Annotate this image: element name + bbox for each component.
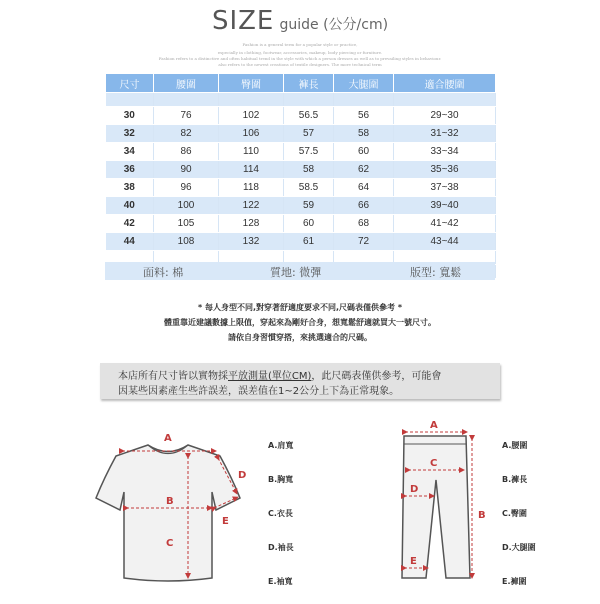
header-hip: 臀圍: [219, 74, 284, 93]
table-cell: 72: [334, 233, 394, 251]
table-cell: 40: [106, 197, 154, 215]
size-notes: [105, 300, 495, 345]
shirt-marker-c: C: [166, 538, 174, 549]
pants-legend-c: C.臀圍: [502, 509, 527, 518]
measurement-diagrams: [0, 418, 600, 600]
pants-marker-c: C: [430, 458, 438, 469]
table-cell: 38: [106, 179, 154, 197]
table-cell: 35~36: [394, 161, 496, 179]
table-cell: 68: [334, 215, 394, 233]
measurement-notice: [100, 363, 500, 399]
table-cell: 96: [154, 179, 219, 197]
table-cell: 60: [334, 143, 394, 161]
size-table: [105, 73, 496, 279]
shirt-legend-a: A.肩寬: [268, 441, 294, 450]
table-cell: 59: [284, 197, 334, 215]
table-cell: 29~30: [394, 107, 496, 125]
table-cell: 34: [106, 143, 154, 161]
shirt-marker-d: D: [238, 470, 247, 481]
table-cell: 122: [219, 197, 284, 215]
notice-text: ，此尺碼表僅供參考，可能會: [311, 371, 442, 382]
table-row: [106, 161, 496, 179]
fine-print-line: Fashion is a general term for a popular style or practice,: [242, 42, 358, 47]
pants-legend-b: B.褲長: [502, 475, 528, 484]
table-header-row: [106, 74, 496, 93]
pants-marker-e: E: [410, 556, 417, 567]
table-row: [106, 233, 496, 251]
table-cell: 76: [154, 107, 219, 125]
header-thigh: 大腿圍: [334, 74, 394, 93]
table-cell: 42: [106, 215, 154, 233]
notice-line-1: [118, 367, 441, 382]
table-cell: 36: [106, 161, 154, 179]
table-cell: 110: [219, 143, 284, 161]
table-cell: 86: [154, 143, 219, 161]
table-cell: 56.5: [284, 107, 334, 125]
shirt-legend-b: B.胸寬: [268, 475, 294, 484]
table-cell: 114: [219, 161, 284, 179]
table-cell: 105: [154, 215, 219, 233]
spacer-row: [106, 93, 496, 107]
table-cell: 30: [106, 107, 154, 125]
table-cell: 82: [154, 125, 219, 143]
table-cell: 132: [219, 233, 284, 251]
table-cell: 108: [154, 233, 219, 251]
note-line: 體重靠近建議數據上限值，穿起來為剛好合身，想寬鬆舒適就買大一號尺寸。: [164, 318, 436, 327]
header-size: 尺寸: [106, 74, 154, 93]
fine-print-line: Fashion refers to a distinctive and often habitual trend in the style with which a person dresses as well as to prevailing styles in behaviour.: [158, 56, 442, 61]
table-cell: 41~42: [394, 215, 496, 233]
table-cell: 57.5: [284, 143, 334, 161]
fine-print-line: also refers to the newest creations of textile designers. The more technical term: [218, 62, 382, 67]
header-waist: 腰圍: [154, 74, 219, 93]
table-cell: 128: [219, 215, 284, 233]
material-fabric: 面料: 棉: [143, 266, 184, 279]
table-row: [106, 125, 496, 143]
header-fit-waist: 適合腰圍: [394, 74, 496, 93]
title-guide: guide (公分/cm): [279, 17, 389, 33]
table-cell: 90: [154, 161, 219, 179]
table-row: [106, 143, 496, 161]
table-cell: 61: [284, 233, 334, 251]
shirt-legend-c: C.衣長: [268, 509, 293, 518]
table-cell: 32: [106, 125, 154, 143]
table-cell: 43~44: [394, 233, 496, 251]
fine-print-line: especially in clothing, footwear, accessories, makeup, body piercing or furniture.: [217, 50, 383, 55]
table-cell: 37~38: [394, 179, 496, 197]
shirt-marker-b: B: [166, 496, 174, 507]
material-texture: 質地: 微彈: [270, 266, 322, 279]
table-cell: 60: [284, 215, 334, 233]
table-cell: 64: [334, 179, 394, 197]
table-cell: 56: [334, 107, 394, 125]
note-line: 請依自身習慣穿搭，來挑選適合的尺碼。: [228, 333, 372, 342]
shirt-legend-e: E.袖寬: [268, 577, 293, 586]
material-fit: 版型: 寬鬆: [410, 266, 462, 279]
table-cell: 33~34: [394, 143, 496, 161]
notice-underlined: 平放測量(單位CM): [228, 371, 312, 382]
tshirt-icon: [96, 445, 240, 581]
table-row: [106, 215, 496, 233]
table-row: [106, 179, 496, 197]
table-cell: 66: [334, 197, 394, 215]
shirt-legend-d: D.袖長: [268, 543, 294, 552]
table-cell: 106: [219, 125, 284, 143]
notice-text: 本店所有尺寸皆以實物採: [118, 371, 228, 382]
table-cell: 58.5: [284, 179, 334, 197]
table-row: [106, 107, 496, 125]
table-cell: 58: [334, 125, 394, 143]
pants-legend-d: D.大腿圍: [502, 543, 536, 552]
note-line: * 每人身型不同,對穿著舒適度要求不同,尺碼表僅供參考 *: [197, 303, 402, 312]
notice-line-2: 因某些因素產生些許誤差，誤差值在1~2公分上下為正常現象。: [118, 386, 400, 397]
table-row: [106, 197, 496, 215]
shirt-marker-e: E: [222, 516, 229, 527]
pants-marker-a: A: [430, 420, 438, 431]
material-bar: [105, 262, 495, 280]
table-cell: 57: [284, 125, 334, 143]
header-length: 褲長: [284, 74, 334, 93]
table-cell: 100: [154, 197, 219, 215]
table-cell: 58: [284, 161, 334, 179]
table-cell: 102: [219, 107, 284, 125]
shirt-marker-a: A: [164, 433, 172, 444]
table-cell: 39~40: [394, 197, 496, 215]
title-size: SIZE: [211, 6, 275, 36]
pants-marker-d: D: [410, 484, 419, 495]
pants-legend-e: E.褲圍: [502, 577, 527, 586]
table-cell: 31~32: [394, 125, 496, 143]
table-cell: 44: [106, 233, 154, 251]
table-cell: 62: [334, 161, 394, 179]
table-cell: 118: [219, 179, 284, 197]
pants-marker-b: B: [478, 510, 486, 521]
pants-legend-a: A.腰圍: [502, 441, 528, 450]
size-guide-title: [0, 6, 600, 36]
